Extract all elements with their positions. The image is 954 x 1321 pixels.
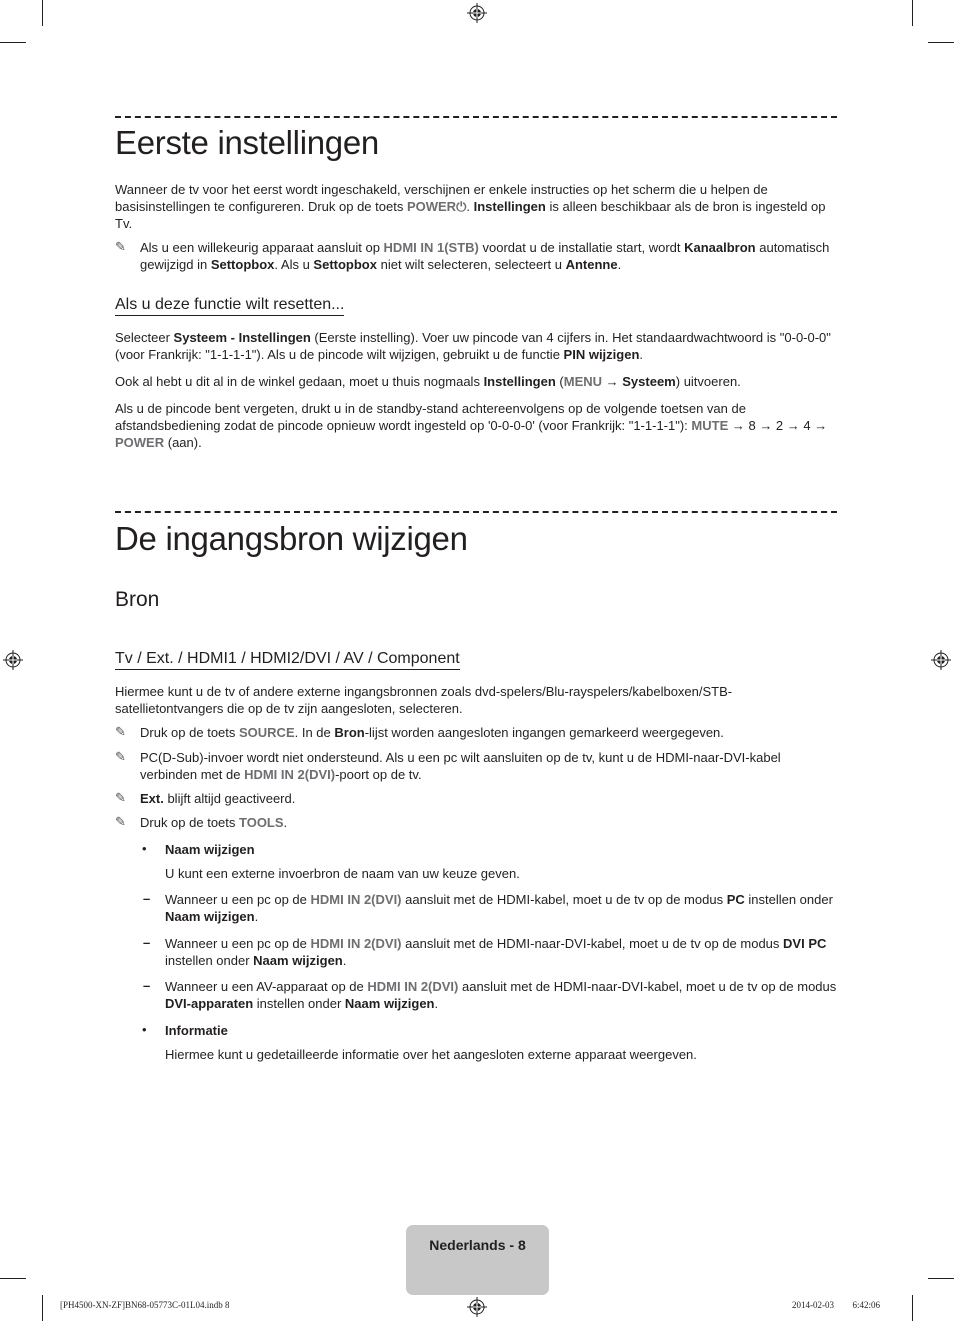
section-title: Eerste instellingen — [115, 124, 379, 161]
text-run: Instellingen — [483, 374, 556, 389]
text-run: ) uitvoeren. — [675, 374, 741, 389]
bullet-description: U kunt een externe invoerbron de naam van uw keuze geven. — [165, 866, 520, 881]
dash-mark: – — [143, 978, 151, 993]
text-run: -lijst worden aangesloten ingangen gemarkeerd weergegeven. — [364, 725, 724, 740]
text-run: Naam wijzigen — [165, 909, 255, 924]
reset-paragraph-3 — [115, 400, 839, 451]
text-run: ( — [555, 374, 564, 389]
text-run: Wanneer de tv voor het eerst wordt ingeschakeld, verschijnen er enkele instructies op het scherm die u helpen de basisinstellingen te configureren. Druk op de toets — [115, 182, 768, 214]
text-run: DVI-apparaten — [165, 996, 254, 1011]
text-run: . — [254, 909, 259, 924]
text-run: → 8 → 2 → 4 → — [728, 418, 828, 433]
text-run: HDMI IN 2(DVI) — [244, 767, 336, 782]
text-run: HDMI IN 2(DVI) — [310, 936, 402, 951]
page-number-label: Nederlands - 8 — [429, 1237, 526, 1253]
text-run: Ext. — [140, 791, 164, 806]
registration-mark-icon — [467, 1297, 487, 1317]
reset-paragraph-1 — [115, 329, 839, 363]
bullet-mark: • — [142, 841, 147, 856]
section-title: De ingangsbron wijzigen — [115, 520, 468, 557]
note-text — [140, 724, 840, 741]
text-run: blijft altijd geactiveerd. — [163, 791, 296, 806]
text-run: Systeem — [622, 374, 676, 389]
registration-mark-icon — [3, 650, 23, 670]
text-run: Naam wijzigen — [253, 953, 343, 968]
text-run: PC(D-Sub)-invoer wordt niet ondersteund. Als u een pc wilt aansluiten op de tv, kunt u de HDMI-naar-DVI-kabel verbinden met de — [140, 750, 781, 782]
note-pen-icon: ✎ — [115, 724, 126, 739]
crop-mark — [0, 42, 26, 43]
text-run: Kanaalbron — [684, 240, 756, 255]
dash-item — [165, 935, 837, 969]
crop-mark — [928, 1278, 954, 1279]
text-run: instellen onder — [744, 892, 833, 907]
text-run: DVI PC — [783, 936, 827, 951]
text-run: Wanneer u een AV-apparaat op de — [165, 979, 368, 994]
text-run: . — [639, 347, 644, 362]
registration-mark-icon — [931, 650, 951, 670]
dash-item — [165, 891, 837, 925]
text-run: aansluit met de HDMI-kabel, moet u de tv op de modus — [401, 892, 727, 907]
text-run: voordat u de installatie start, wordt — [478, 240, 685, 255]
text-run: Naam wijzigen — [344, 996, 435, 1011]
text-run: Hiermee kunt u de tv of andere externe ingangsbronnen zoals dvd-spelers/Blu-rayspelers/kabelboxen/STB-satellietontvangers die op de tv zijn aangesloten, selecteren. — [115, 684, 733, 716]
text-run: . In de — [294, 725, 335, 740]
text-run: PC — [726, 892, 745, 907]
text-run: Wanneer u een pc op de — [165, 936, 311, 951]
text-run: niet wilt selecteren, selecteert u — [376, 257, 566, 272]
intro-paragraph — [115, 181, 839, 232]
crop-mark — [912, 0, 913, 26]
registration-mark-icon — [467, 3, 487, 23]
text-run: HDMI IN 2(DVI) — [310, 892, 402, 907]
text-run: MENU — [563, 374, 603, 389]
section-divider — [115, 511, 837, 513]
crop-mark — [928, 42, 954, 43]
text-run: PIN wijzigen — [563, 347, 640, 362]
text-run: HDMI IN 2(DVI) — [367, 979, 459, 994]
text-run: Settopbox — [313, 257, 377, 272]
text-run: POWER — [406, 199, 457, 214]
text-run: MUTE — [691, 418, 729, 433]
text-run: Settopbox — [210, 257, 275, 272]
text-run: . — [434, 996, 439, 1011]
text-run: aansluit met de HDMI-naar-DVI-kabel, moet u de tv op de modus — [458, 979, 837, 994]
dash-mark: – — [143, 935, 151, 950]
bullet-description: Hiermee kunt u gedetailleerde informatie over het aangesloten externe apparaat weergeven. — [165, 1047, 697, 1062]
text-run: is alleen beschikbaar als de bron is ingesteld op Tv. — [115, 199, 826, 231]
text-run: TOOLS — [239, 815, 284, 830]
text-run: ⏻ — [456, 199, 467, 214]
text-run: instellen onder — [165, 953, 254, 968]
note-text — [140, 814, 840, 831]
text-run: Als u de pincode bent vergeten, drukt u in de standby-stand achtereenvolgens op de volgende toetsen van de afstandsbediening zodat de pincode opnieuw wordt ingesteld op '0-0-0-0' (voor Frankrijk: "1-1-1-1"): — [115, 401, 746, 433]
note-text — [140, 790, 840, 807]
text-run: Systeem - Instellingen — [173, 330, 311, 345]
crop-mark — [42, 1295, 43, 1321]
text-run: Druk op de toets — [140, 725, 239, 740]
subsection-heading: Tv / Ext. / HDMI1 / HDMI2/DVI / AV / Component — [115, 650, 460, 670]
text-run: aansluit met de HDMI-naar-DVI-kabel, moet u de tv op de modus — [401, 936, 784, 951]
text-run: automatisch gewijzigd in — [140, 240, 830, 272]
text-run: -poort op de tv. — [335, 767, 422, 782]
intro-paragraph — [115, 683, 839, 717]
bullet-label: Naam wijzigen — [165, 842, 255, 857]
text-run: Als u een willekeurig apparaat aansluit op — [140, 240, 384, 255]
text-run: Ook al hebt u dit al in de winkel gedaan, moet u thuis nogmaals — [115, 374, 484, 389]
text-run: . — [617, 257, 622, 272]
text-run: Wanneer u een pc op de — [165, 892, 311, 907]
crop-mark — [912, 1295, 913, 1321]
print-file-info: [PH4500-XN-ZF]BN68-05773C-01L04.indb 8 — [60, 1300, 230, 1310]
text-run: → — [602, 374, 623, 389]
subsection-title: Bron — [115, 588, 160, 611]
dash-mark: – — [143, 891, 151, 906]
text-run: Selecteer — [115, 330, 174, 345]
text-run: Antenne — [565, 257, 618, 272]
text-run: Druk op de toets — [140, 815, 239, 830]
text-run: HDMI IN 1(STB) — [383, 240, 479, 255]
text-run: . Als u — [274, 257, 314, 272]
text-run: . — [466, 199, 474, 214]
note-pen-icon: ✎ — [115, 814, 126, 829]
page-number-badge — [406, 1225, 549, 1295]
text-run: . — [283, 815, 288, 830]
text-run: . — [342, 953, 347, 968]
text-run: instellen onder — [253, 996, 345, 1011]
note-pen-icon: ✎ — [115, 749, 126, 764]
note-text — [140, 239, 840, 273]
note-text — [140, 749, 840, 783]
reset-paragraph-2 — [115, 373, 839, 390]
note-pen-icon: ✎ — [115, 239, 126, 254]
text-run: Instellingen — [473, 199, 546, 214]
section-divider — [115, 116, 837, 118]
crop-mark — [0, 1278, 26, 1279]
bullet-label: Informatie — [165, 1023, 228, 1038]
crop-mark — [42, 0, 43, 26]
note-pen-icon: ✎ — [115, 790, 126, 805]
subsection-heading: Als u deze functie wilt resetten... — [115, 296, 344, 316]
text-run: SOURCE — [239, 725, 295, 740]
bullet-mark: • — [142, 1022, 147, 1037]
text-run: (Eerste instelling). Voer uw pincode van 4 cijfers in. Het standaardwachtwoord is "0-0-0-0" (voor Frankrijk: "1-1-1-1"). Als u de pincode wilt wijzigen, gebruikt u de functie — [115, 330, 831, 362]
text-run: Bron — [334, 725, 365, 740]
print-timestamp: 2014-02-03 ￿￿ 6:42:06 — [792, 1300, 880, 1310]
text-run: (aan). — [164, 435, 202, 450]
text-run: POWER — [115, 435, 165, 450]
dash-item — [165, 978, 837, 1012]
